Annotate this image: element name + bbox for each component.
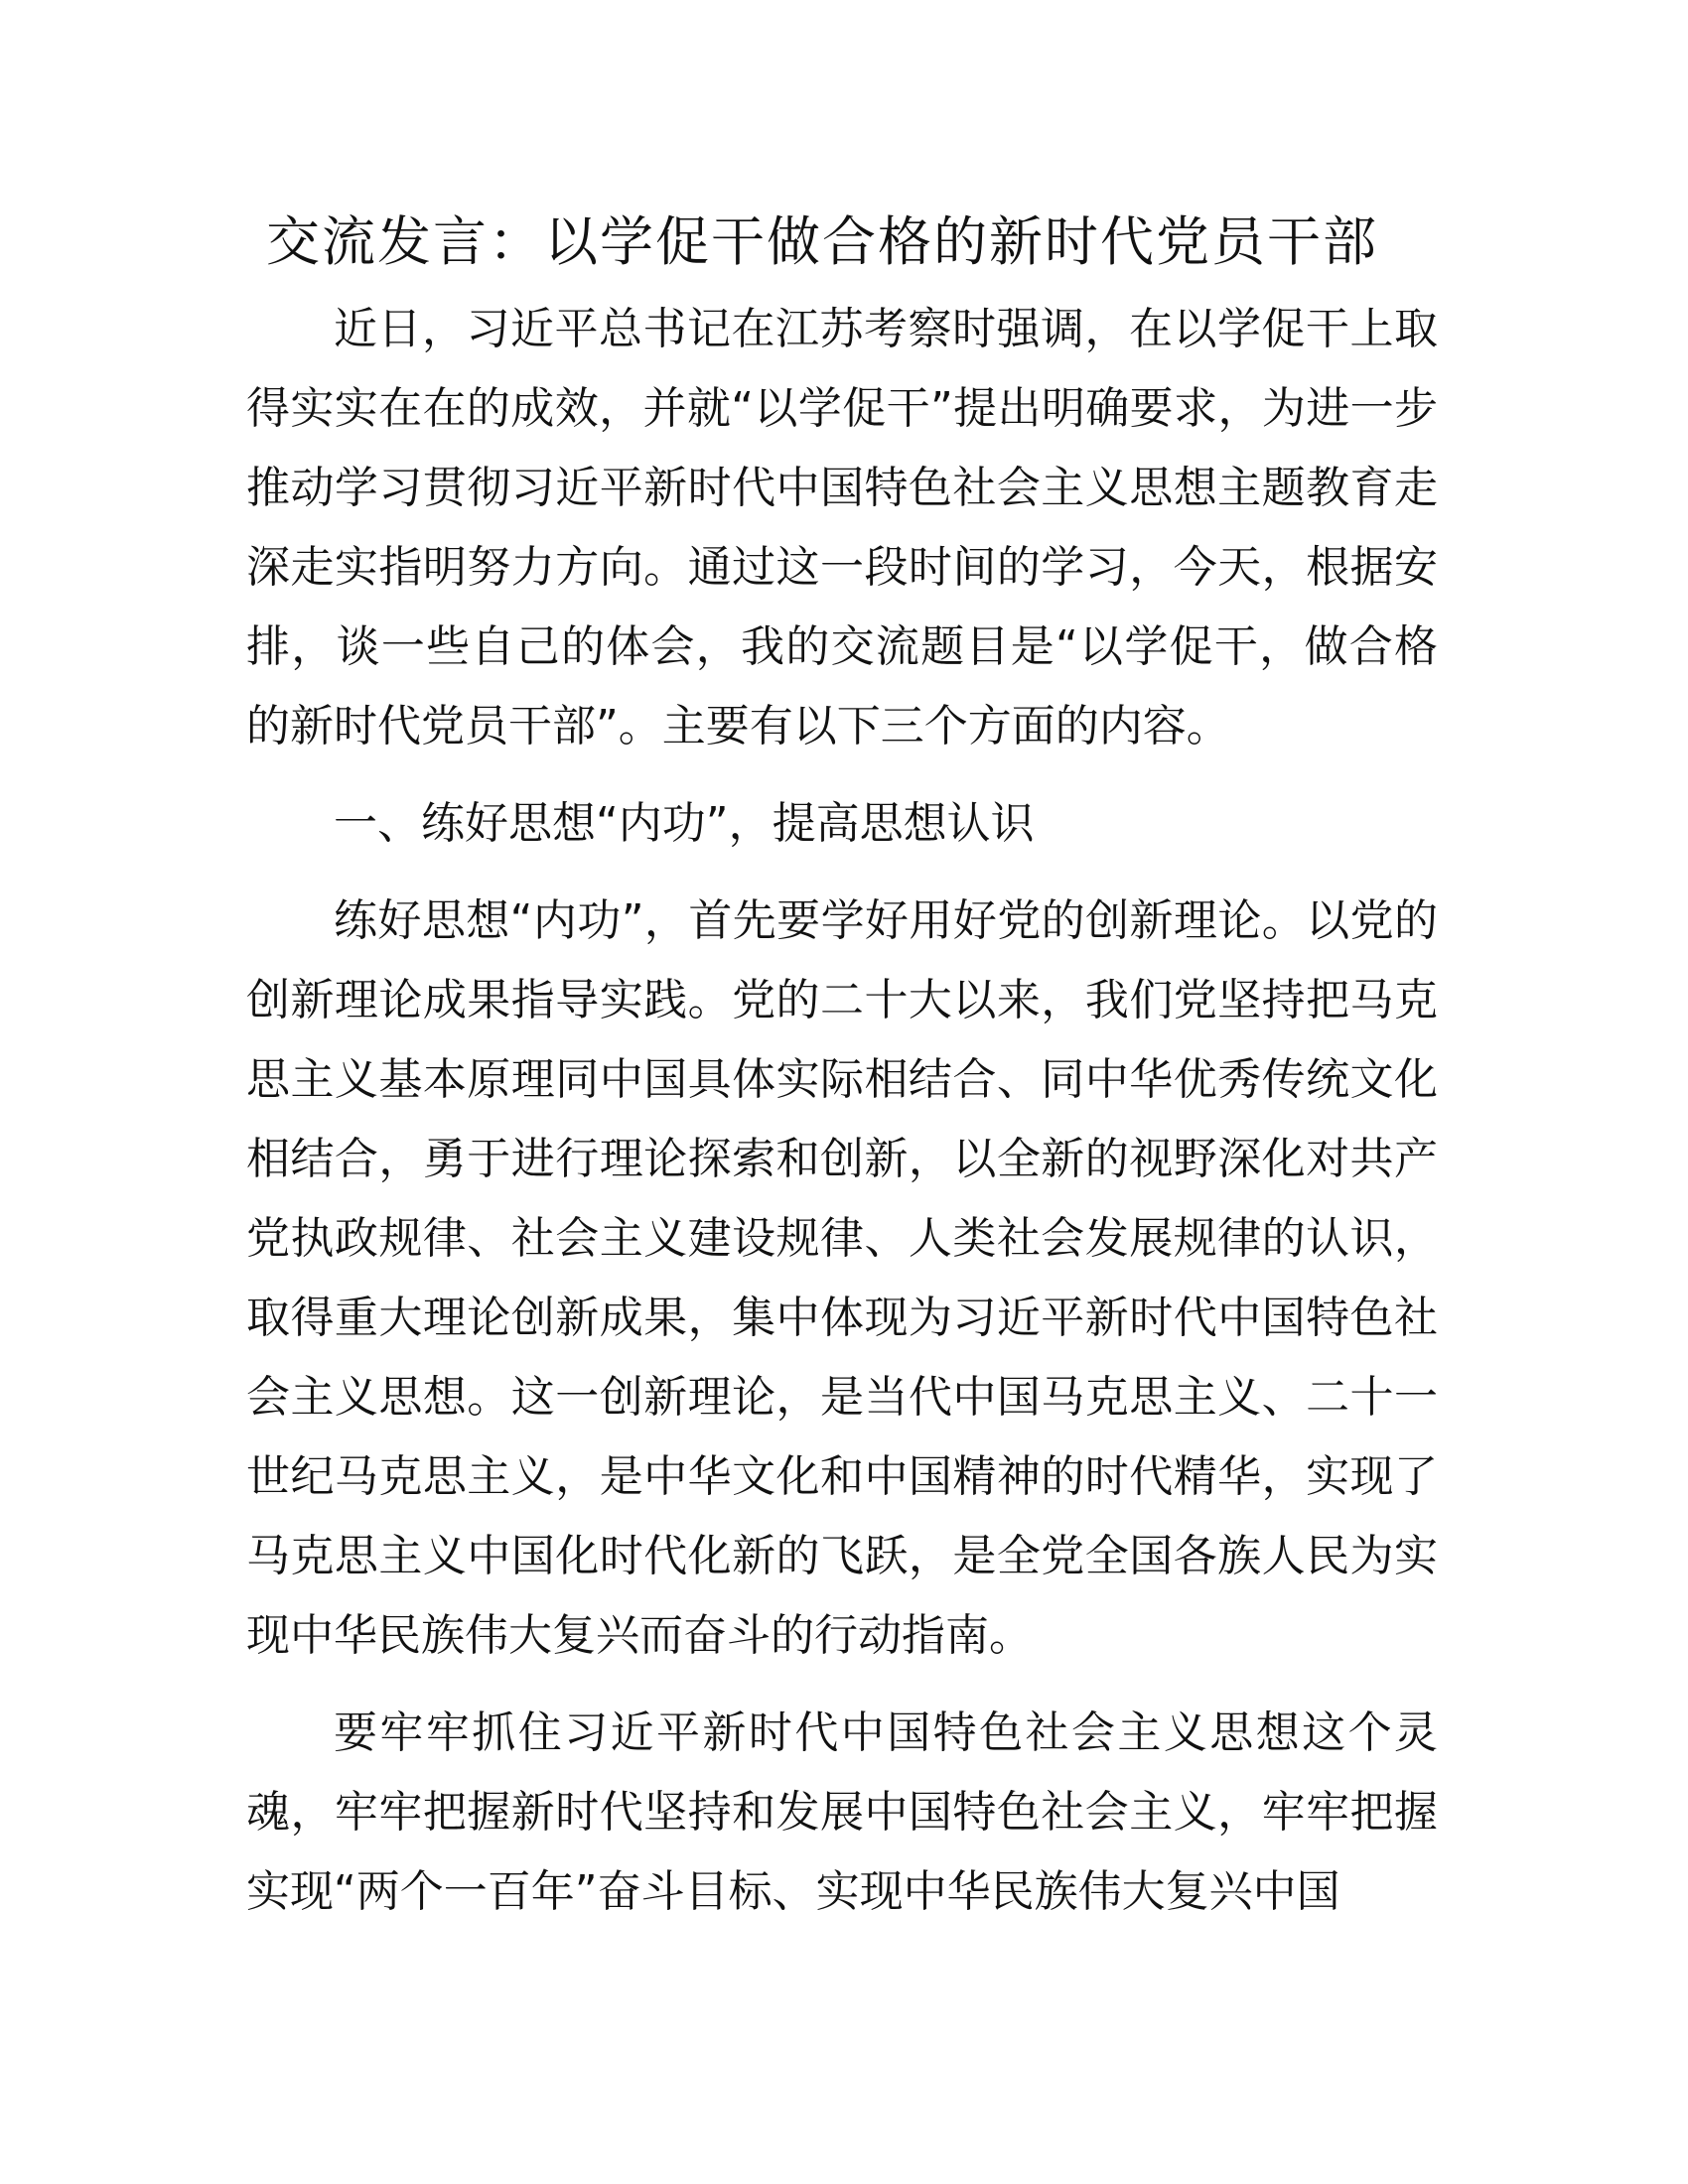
section-1-heading: 一、练好思想“内功”，提高思想认识: [334, 798, 1035, 849]
intro-paragraph: 近日，习近平总书记在江苏考察时强调，在以学促干上取得实实在在的成效，并就“以学促干”提出明确要求，为进一步推动学习贯彻习近平新时代中国特色社会主义思想主题教育走深走实指明努力方向。通过这一段时间的学习，今天，根据安排，谈一些自己的体会，我的交流题目是“以学促干，做合格的新时代党员干部”。主要有以下三个方面的内容。: [246, 304, 1438, 751]
section-1-paragraph-1: 练好思想“内功”，首先要学好用好党的创新理论。以党的创新理论成果指导实践。党的二十大以来，我们党坚持把马克思主义基本原理同中国具体实际相结合、同中华优秀传统文化相结合，勇于进行理论探索和创新，以全新的视野深化对共产党执政规律、社会主义建设规律、人类社会发展规律的认识，取得重大理论创新成果，集中体现为习近平新时代中国特色社会主义思想。这一创新理论，是当代中国马克思主义、二十一世纪马克思主义，是中华文化和中国精神的时代精华，实现了马克思主义中国化时代化新的飞跃，是全党全国各族人民为实现中华民族伟大复兴而奋斗的行动指南。: [246, 895, 1438, 1661]
document-body: [246, 290, 1438, 1932]
document-title: 交流发言：以学促干做合格的新时代党员干部: [266, 210, 1378, 273]
document-page: [246, 195, 1438, 1950]
section-1-paragraph-2: 要牢牢抓住习近平新时代中国特色社会主义思想这个灵魂，牢牢把握新时代坚持和发展中国特色社会主义，牢牢把握实现“两个一百年”奋斗目标、实现中华民族伟大复兴中国: [246, 1707, 1438, 1917]
